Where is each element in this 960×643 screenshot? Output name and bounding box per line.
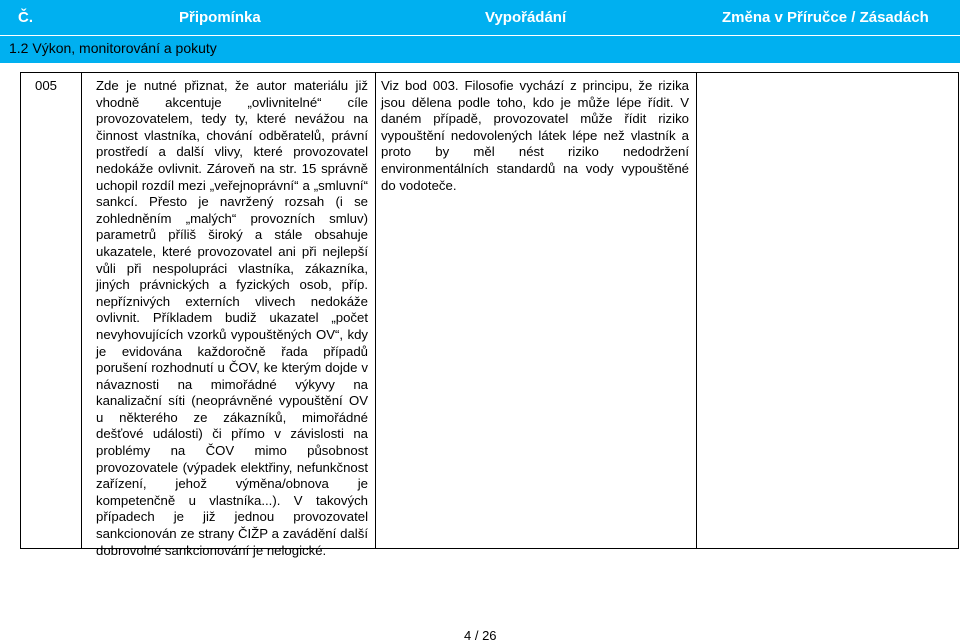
header-settlement: Vypořádání — [485, 9, 567, 26]
table-header — [0, 0, 960, 35]
settlement-text: Viz bod 003. Filosofie vychází z principu, že rizika jsou dělena podle toho, kdo je může lépe řídit. V daném případě, provozovatel může řídit riziko vypouštění nedovolených látek lépe než vlastník a proto by měl nést riziko nedodržení environmentálních standardů na vody vypouštěné do vodoteče. — [381, 78, 689, 193]
header-remark: Připomínka — [179, 9, 261, 26]
row-number: 005 — [35, 78, 58, 93]
header-number: Č. — [18, 9, 33, 26]
section-title: 1.2 Výkon, monitorování a pokuty — [9, 40, 217, 56]
header-change: Změna v Příručce / Zásadách — [722, 9, 929, 26]
column-divider — [81, 73, 82, 548]
column-divider — [375, 73, 376, 548]
column-divider — [696, 73, 697, 548]
comment-table — [20, 72, 959, 558]
section-row — [0, 35, 960, 63]
remark-text: Zde je nutné přiznat, že autor materiálu již vhodně akcentuje „ovlivnitelné“ cíle provozovatelem, tedy ty, které nevážou na činnost vlastníka, chování odběratelů, právní prostředí a další vlivy, které provozovatel nedokáže ovlivnit. Zároveň na str. 15 správně uchopil rozdíl mezi „veřejnoprávní“ a „smluvní“ sankcí. Přesto je navržený rozsah (i se zohledněním „malých“ provozních smluv) parametrů příliš široký a stále obsahuje ukazatele, které provozovatel ani při nejlepší vůli při nespolupráci vlastníka, zákazníka, jiných právnických a fyzických osob, příp. nepříznivých externích vlivech nedokáže ovlivnit. Příkladem budiž ukazatel „počet nevyhovujících vzorků vypouštěných OV“, kdy je evidována každoročně řada případů porušení rozhodnutí u ČOV, ke kterým dojde v návaznosti na mimořádné výkyvy na kanalizační síti (neoprávněné vypouštění OV u některého ze zákazníků, mimořádné dešťové události) či přímo v závislosti na problémy na ČOV mimo působnost provozovatele (výpadek elektřiny, nefunkčnost zařízení, jehož výměna/obnova je kompetenčně u vlastníka...). V takových případech je již jednou provozovatel sankcionován ze strany ČIŽP a zavádění další dobrovolné sankcionování je nelogické. — [96, 78, 368, 558]
page-number: 4 / 26 — [464, 628, 497, 643]
